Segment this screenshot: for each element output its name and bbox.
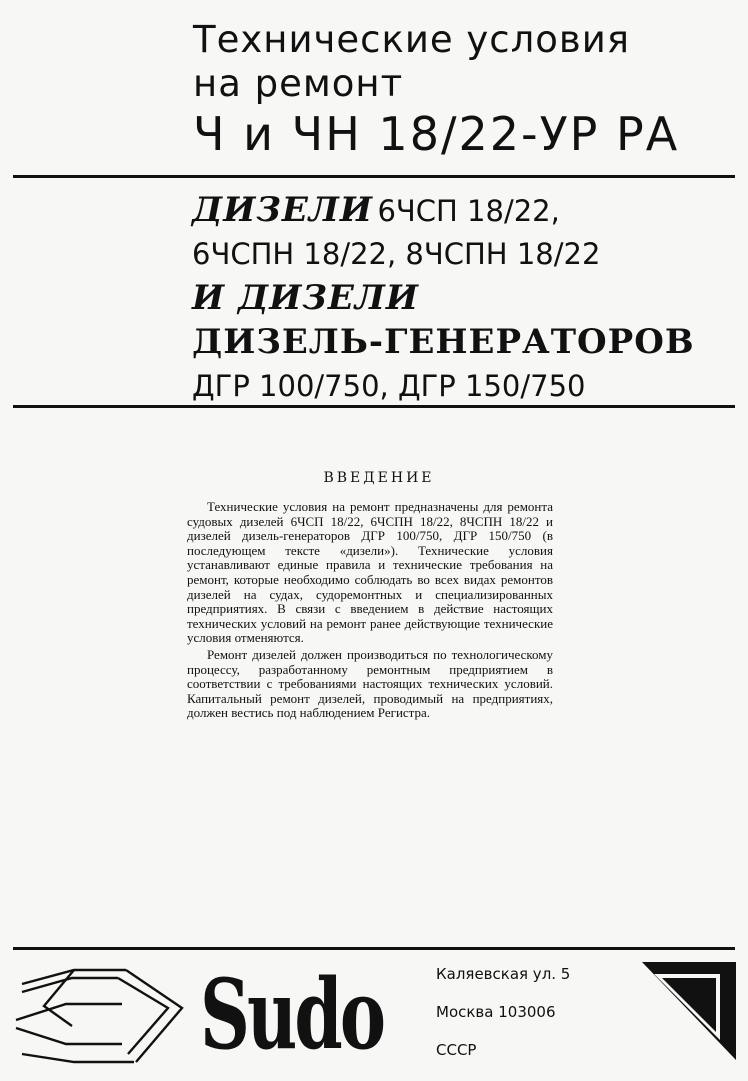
subtitle-line-1 — [192, 188, 695, 232]
subtitle-line-5: ДГР 100/750, ДГР 150/750 — [192, 369, 586, 403]
intro-paragraph-2: Ремонт дизелей должен производиться по технологическому процессу, разработанному ремонтным предприятием в соответствии с требованиями настоящих технических условий. Капитальный ремонт дизелей, проводимый на предприятиях, должен вестись под наблюдением Регистра. — [187, 646, 553, 721]
title-block — [193, 18, 679, 162]
address-line-3: СССР — [436, 1041, 477, 1059]
subtitle-line-3: И ДИЗЕЛИ — [192, 278, 419, 318]
title-line-2: на ремонт — [193, 62, 404, 105]
sudo-logo: Sudo — [200, 958, 384, 1071]
sudoimport-emblem-icon — [14, 962, 189, 1072]
subtitle-line-2: 6ЧСПН 18/22, 8ЧСПН 18/22 — [192, 237, 601, 271]
address-line-2: Москва 103006 — [436, 1003, 556, 1021]
corner-triangle-emblem-icon — [640, 960, 740, 1075]
title-line-1: Технические условия — [193, 18, 631, 61]
subtitle-diesels-word: ДИЗЕЛИ — [192, 190, 373, 230]
subtitle-model-1: 6ЧСП 18/22, — [377, 194, 560, 228]
middle-divider — [13, 405, 735, 408]
subtitle-block — [192, 188, 695, 408]
intro-heading: ВВЕДЕНИЕ — [323, 470, 435, 486]
footer-divider — [13, 947, 735, 950]
top-divider — [13, 175, 735, 178]
title-line-3: Ч и ЧН 18/22-УР РА — [193, 107, 680, 161]
intro-paragraph-1: Технические условия на ремонт предназначены для ремонта судовых дизелей 6ЧСП 18/22, 6ЧСПН 18/22, 8ЧСПН 18/22 и дизелей дизель-генераторов ДГР 100/750, ДГР 150/750 (в последующем тексте «дизели»). Технические условия устанавливают единые правила и технические требования на ремонт, которые необходимо соблюдать во всех видах ремонтов дизелей на судах, судоремонтных и специализированных предприятиях. В связи с введением в действие настоящих технических условий на ремонт ранее действующие технические условия отменяются. — [187, 499, 553, 646]
intro-body — [187, 500, 553, 721]
address-line-1: Каляевская ул. 5 — [436, 965, 571, 983]
subtitle-line-4: ДИЗЕЛЬ-ГЕНЕРАТОРОВ — [192, 322, 695, 362]
